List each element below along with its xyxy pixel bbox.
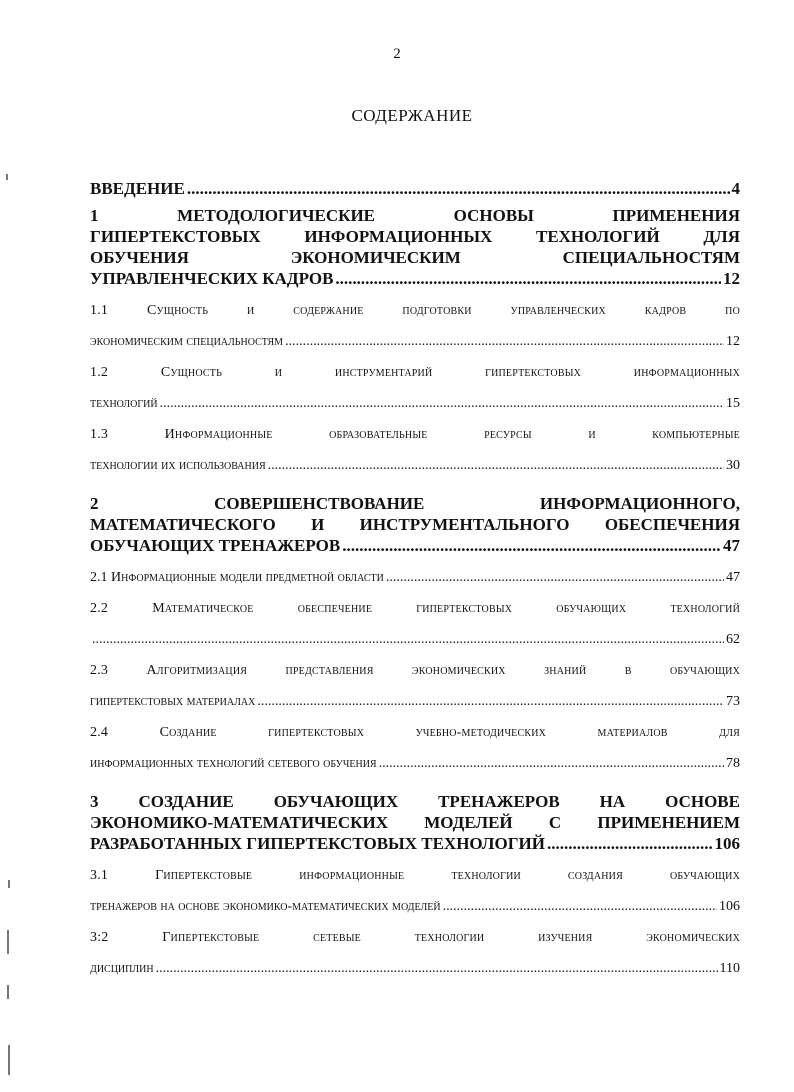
entry-page: 73 — [726, 694, 740, 709]
toc-entry-section-2-3[interactable] — [90, 655, 740, 717]
chapter-title-line: 2 СОВЕРШЕНСТВОВАНИЕ ИНФОРМАЦИОННОГО, — [90, 494, 740, 513]
entry-page: 110 — [719, 961, 740, 976]
dot-leader — [386, 562, 724, 593]
section-title-line: 1.3 Информационные образовательные ресурсы и компьютерные — [90, 427, 740, 442]
chapter-title-line: ЭКОНОМИКО-МАТЕМАТИЧЕСКИХ МОДЕЛЕЙ С ПРИМЕНЕНИЕМ — [90, 813, 740, 832]
section-title-line: тренажеров на основе экономико-математических моделей — [90, 899, 441, 914]
toc-entry-section-3-2[interactable] — [90, 922, 740, 984]
dot-leader — [268, 450, 724, 481]
entry-page: 47 — [726, 570, 740, 585]
section-title-line: 1.2 Сущность и инструментарий гипертекстовых информационных — [90, 365, 740, 380]
entry-page: 78 — [726, 756, 740, 771]
entry-page: 30 — [726, 458, 740, 473]
entry-page: 12 — [726, 334, 740, 349]
section-title-line: 2.3 Алгоритмизация представления экономических знаний в обучающих — [90, 663, 740, 678]
entry-page: 4 — [731, 179, 740, 198]
scan-artifact — [8, 1045, 10, 1075]
chapter-title-line: ГИПЕРТЕКСТОВЫХ ИНФОРМАЦИОННЫХ ТЕХНОЛОГИЙ ДЛЯ — [90, 227, 740, 246]
chapter-title-line: УПРАВЛЕНЧЕСКИХ КАДРОВ — [90, 269, 334, 288]
dot-leader — [379, 748, 724, 779]
chapter-title-line: РАЗРАБОТАННЫХ ГИПЕРТЕКСТОВЫХ ТЕХНОЛОГИЙ — [90, 834, 545, 853]
toc-entry-section-2-2[interactable] — [90, 593, 740, 655]
entry-label: ВВЕДЕНИЕ — [90, 179, 185, 198]
section-title-line: технологий — [90, 396, 158, 411]
scan-artifact — [7, 930, 9, 954]
dot-leader — [156, 953, 718, 984]
entry-page: 106 — [714, 834, 740, 853]
section-title-line: экономическим специальностям — [90, 334, 284, 349]
section-title-line: 3.1 Гипертекстовые информационные технологии создания обучающих — [90, 868, 740, 883]
dot-leader — [92, 624, 724, 655]
toc-entry-chapter-1[interactable] — [90, 205, 740, 289]
toc-title: СОДЕРЖАНИЕ — [351, 106, 473, 125]
scan-artifact — [8, 880, 10, 888]
scan-artifact — [7, 985, 9, 999]
chapter-title-line: ОБУЧЕНИЯ ЭКОНОМИЧЕСКИМ СПЕЦИАЛЬНОСТЯМ — [90, 248, 740, 267]
entry-page: 62 — [726, 632, 740, 647]
dot-leader — [335, 268, 721, 289]
page-number: 2 — [393, 46, 401, 62]
section-title-line: 2.2 Математическое обеспечение гипертекстовых обучающих технологий — [90, 601, 740, 616]
dot-leader — [443, 891, 717, 922]
toc-entry-introduction[interactable] — [90, 178, 740, 199]
section-title-line: дисциплин — [90, 961, 154, 976]
toc-entry-section-3-1[interactable] — [90, 860, 740, 922]
toc-entry-chapter-2[interactable] — [90, 493, 740, 556]
dot-leader — [187, 178, 730, 199]
toc-entry-chapter-3[interactable] — [90, 791, 740, 854]
section-title-line: 1.1 Сущность и содержание подготовки управленческих кадров по — [90, 303, 740, 318]
section-title-line: информационных технологий сетевого обучения — [90, 756, 377, 771]
chapter-title-line: 1 МЕТОДОЛОГИЧЕСКИЕ ОСНОВЫ ПРИМЕНЕНИЯ — [90, 206, 740, 225]
section-title-line: 2.1 Информационные модели предметной области — [90, 570, 384, 585]
toc-entry-section-2-4[interactable] — [90, 717, 740, 779]
toc-entry-section-1-1[interactable] — [90, 295, 740, 357]
section-title-line: 2.4 Создание гипертекстовых учебно-методических материалов для — [90, 725, 740, 740]
dot-leader — [547, 833, 713, 854]
entry-page: 47 — [723, 536, 740, 555]
section-title-line: технологии их использования — [90, 458, 266, 473]
chapter-title-line: 3 СОЗДАНИЕ ОБУЧАЮЩИХ ТРЕНАЖЕРОВ НА ОСНОВЕ — [90, 792, 740, 811]
dot-leader — [342, 535, 721, 556]
dot-leader — [160, 388, 724, 419]
dot-leader — [257, 686, 724, 717]
table-of-contents — [90, 178, 740, 984]
toc-entry-section-1-2[interactable] — [90, 357, 740, 419]
toc-entry-section-1-3[interactable] — [90, 419, 740, 481]
dot-leader — [285, 326, 724, 357]
chapter-title-line: ОБУЧАЮЩИХ ТРЕНАЖЕРОВ — [90, 536, 341, 555]
toc-entry-section-2-1[interactable] — [90, 562, 740, 593]
entry-page: 15 — [726, 396, 740, 411]
entry-page: 12 — [723, 269, 740, 288]
entry-page: 106 — [719, 899, 740, 914]
chapter-title-line: МАТЕМАТИЧЕСКОГО И ИНСТРУМЕНТАЛЬНОГО ОБЕСПЕЧЕНИЯ — [90, 515, 740, 534]
section-title-line: гипертекстовых материалах — [90, 694, 256, 709]
section-title-line: 3:2 Гипертекстовые сетевые технологии изучения экономических — [90, 930, 740, 945]
scan-artifact — [6, 174, 8, 180]
